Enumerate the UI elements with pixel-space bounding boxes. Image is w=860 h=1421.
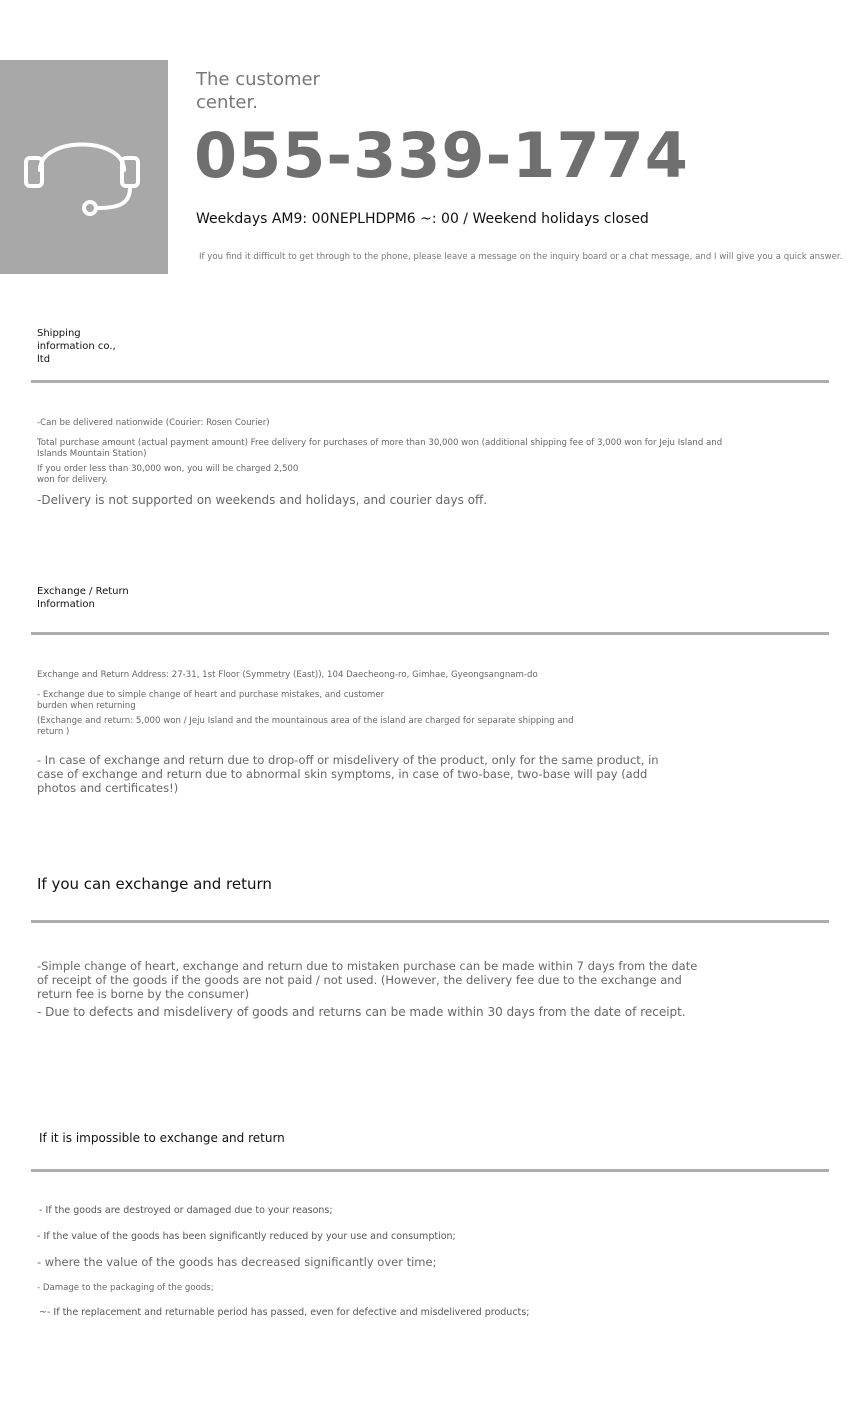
possible-line-7-days: -Simple change of heart, exchange and return due to mistaken purchase can be made within 7 days from the date of receipt of the goods if the goods are not paid / not used. (However, the delivery fee due to the exchange and return fee is borne by the consumer): [37, 959, 698, 1001]
exchange-line-misdelivery: - In case of exchange and return due to drop-off or misdelivery of the product, only for the same product, in case of exchange and return due to abnormal skin symptoms, in case of two-base, two-base will pay (add photos and certificates!): [37, 753, 659, 795]
shipping-line-weekend: -Delivery is not supported on weekends and holidays, and courier days off.: [37, 493, 488, 507]
impossible-section-title: If it is impossible to exchange and return: [39, 1131, 285, 1145]
impossible-line-period: ~- If the replacement and returnable period has passed, even for defective and misdelivered products;: [39, 1307, 530, 1318]
exchange-line-simple-change: - Exchange due to simple change of heart and purchase mistakes, and customer burden when returning: [37, 690, 385, 711]
phone-number: 055-339-1774: [194, 119, 689, 192]
possible-line-30-days: - Due to defects and misdelivery of goods and returns can be made within 30 days from the date of receipt.: [37, 1005, 686, 1019]
possible-divider: [31, 920, 829, 923]
exchange-section-title: Exchange / Return Information: [37, 586, 129, 610]
business-hours: Weekdays AM9: 00NEPLHDPM6 ~: 00 / Weekend holidays closed: [196, 211, 649, 227]
shipping-divider: [31, 380, 829, 383]
customer-center-title: The customer center.: [196, 69, 320, 113]
impossible-line-packaging: - Damage to the packaging of the goods;: [37, 1283, 214, 1293]
exchange-divider: [31, 632, 829, 635]
exchange-line-fee: (Exchange and return: 5,000 won / Jeju Island and the mountainous area of the island are charged for separate shipping and return ): [37, 716, 574, 737]
shipping-line-courier: -Can be delivered nationwide (Courier: Rosen Courier): [37, 418, 270, 428]
exchange-line-address: Exchange and Return Address: 27-31, 1st Floor (Symmetry (East)), 104 Daecheong-ro, Gimhae, Gyeongsangnam-do: [37, 670, 538, 680]
impossible-line-used: - If the value of the goods has been significantly reduced by your use and consumption;: [37, 1231, 456, 1242]
shipping-section-title: Shipping information co., ltd: [37, 328, 116, 365]
headset-icon: [22, 118, 142, 218]
possible-section-title: If you can exchange and return: [37, 875, 272, 893]
contact-note: If you find it difficult to get through to the phone, please leave a message on the inquiry board or a chat message, and I will give you a quick answer.: [199, 252, 843, 262]
impossible-divider: [31, 1169, 829, 1172]
shipping-line-charge: If you order less than 30,000 won, you will be charged 2,500 won for delivery.: [37, 464, 299, 485]
impossible-line-damaged: - If the goods are destroyed or damaged due to your reasons;: [39, 1205, 333, 1216]
shipping-line-free-delivery: Total purchase amount (actual payment amount) Free delivery for purchases of more than 30,000 won (additional shipping fee of 3,000 won for Jeju Island and Islands Mountain Station): [37, 438, 723, 459]
customer-center-icon-panel: [0, 60, 168, 274]
impossible-line-time: - where the value of the goods has decreased significantly over time;: [37, 1255, 437, 1269]
